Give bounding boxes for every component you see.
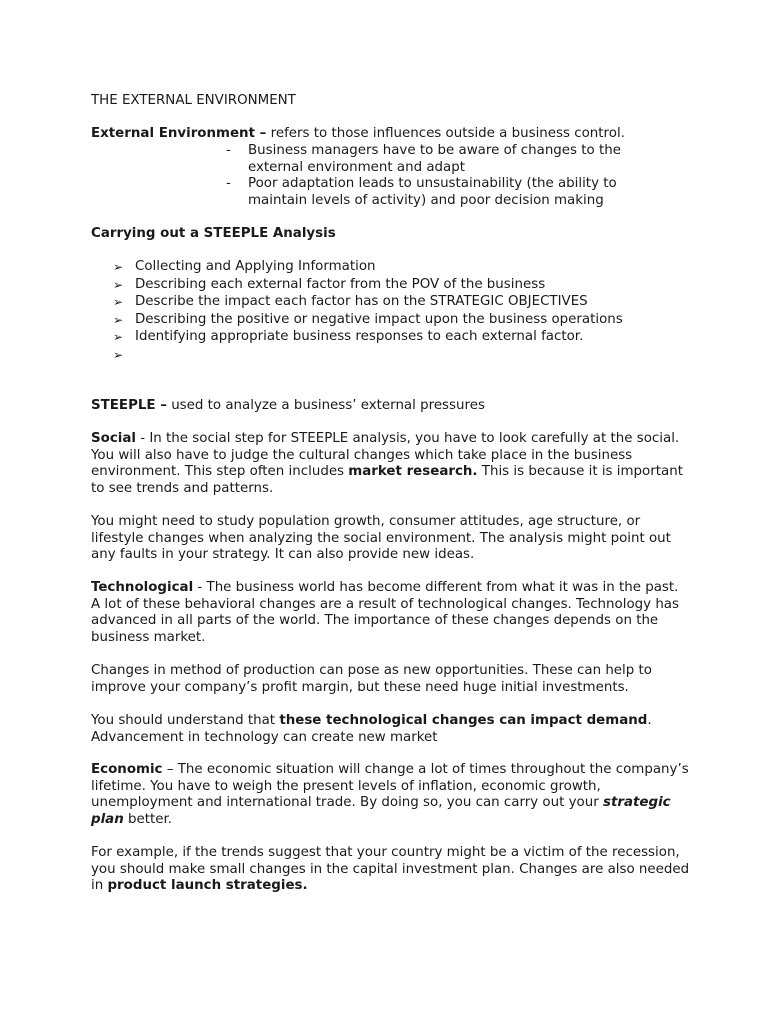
steeple-text: used to analyze a business’ external pressures xyxy=(166,398,485,413)
external-environment-term: External Environment – xyxy=(91,126,267,141)
economic-paragraph xyxy=(91,762,691,828)
economic-text: – The economic situation will change a lot of times throughout the company’s lifetime. You have to weigh the present levels of inflation, economic growth, unemployment and international trade. By doing so, you can carry out your xyxy=(91,762,689,811)
social-term: Social xyxy=(91,431,136,446)
technological-term: Technological xyxy=(91,580,194,595)
technological-paragraph xyxy=(91,580,691,646)
economic-term: Economic xyxy=(91,762,163,777)
social-text-end: This is because it is important to see trends and patterns. xyxy=(91,464,683,496)
social-paragraph xyxy=(91,431,691,497)
steeple-term: STEEPLE – xyxy=(91,398,167,413)
economic-text-pre: For example, if the trends suggest that your country might be a victim of the recession, you should make small changes in the capital investment plan. Changes are also needed in xyxy=(91,845,690,894)
external-environment-definition xyxy=(91,126,711,143)
technological-paragraph-3 xyxy=(91,713,691,746)
technological-text-pre: You should understand that xyxy=(91,713,280,728)
list-item: ➢ Describing the positive or negative impact upon the business operations xyxy=(113,312,693,330)
technological-emphasis: these technological changes can impact demand xyxy=(279,713,648,728)
steeple-analysis-list xyxy=(113,259,693,365)
list-item: - Poor adaptation leads to unsustainability (the ability to maintain levels of activity) and poor decision making xyxy=(226,176,646,209)
external-environment-points xyxy=(226,143,646,209)
document-title: THE EXTERNAL ENVIRONMENT xyxy=(91,93,296,108)
list-item: ➢ Identifying appropriate business responses to each external factor. xyxy=(113,329,693,347)
list-item xyxy=(113,347,693,365)
technological-paragraph-2: Changes in method of production can pose as new opportunities. These can help to improve your company’s profit margin, but these need huge initial investments. xyxy=(91,663,652,695)
list-item: ➢ Collecting and Applying Information xyxy=(113,259,693,277)
social-text: - In the social step for STEEPLE analysis, you have to look carefully at the social. You will also have to judge the cultural changes which take place in the business environment. This step often includes xyxy=(91,431,680,480)
external-environment-text: refers to those influences outside a business control. xyxy=(266,126,625,141)
social-paragraph-2: You might need to study population growth, consumer attitudes, age structure, or lifestyle changes when analyzing the social environment. The analysis might point out any faults in your strategy. It can also provide new ideas. xyxy=(91,514,671,563)
list-item: - Business managers have to be aware of changes to the external environment and adapt xyxy=(226,143,646,176)
social-emphasis: market research. xyxy=(348,464,478,480)
economic-emphasis-2: product launch strategies. xyxy=(107,878,308,894)
technological-text: - The business world has become different from what it was in the past. A lot of these behavioral changes are a result of technological changes. Technology has advanced in all parts of the world. The importance of these changes depends on the business market. xyxy=(91,580,679,645)
technological-text-post: . Advancement in technology can create new market xyxy=(91,713,652,745)
economic-emphasis: strategic plan xyxy=(91,795,671,827)
steeple-analysis-heading: Carrying out a STEEPLE Analysis xyxy=(91,226,336,241)
list-item: ➢ Describing each external factor from the POV of the business xyxy=(113,277,693,295)
economic-paragraph-2 xyxy=(91,845,691,895)
steeple-definition xyxy=(91,398,691,415)
list-item: ➢ Describe the impact each factor has on the STRATEGIC OBJECTIVES xyxy=(113,294,693,312)
economic-text-end: better. xyxy=(123,811,173,827)
